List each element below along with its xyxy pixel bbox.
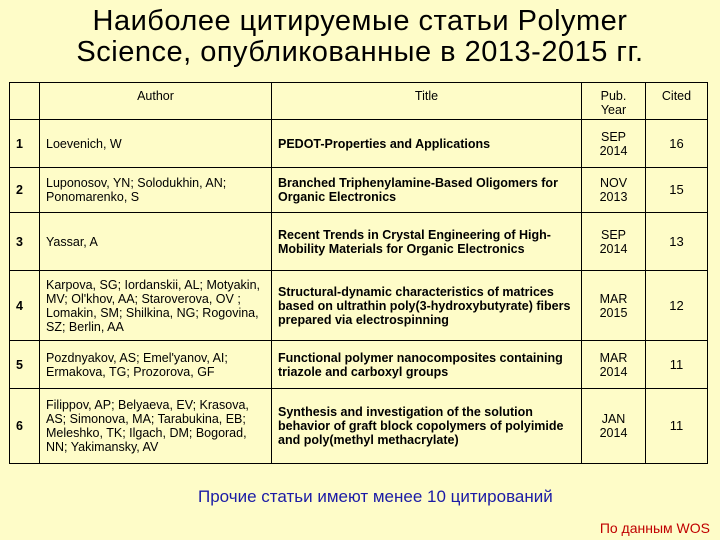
row-number: 2 (10, 168, 40, 213)
row-title: Recent Trends in Crystal Engineering of High-Mobility Materials for Organic Electronics (272, 213, 582, 271)
table-row (10, 120, 708, 168)
row-title: PEDOT-Properties and Applications (272, 120, 582, 168)
row-number: 1 (10, 120, 40, 168)
row-number: 6 (10, 389, 40, 464)
header-num (10, 83, 40, 120)
row-number: 3 (10, 213, 40, 271)
row-year: MAR 2014 (582, 341, 646, 389)
row-year: MAR 2015 (582, 271, 646, 341)
table-row (10, 271, 708, 341)
header-cited: Cited (646, 83, 708, 120)
table-row (10, 168, 708, 213)
row-author: Loevenich, W (40, 120, 272, 168)
row-author: Filippov, AP; Belyaeva, EV; Krasova, AS; Simonova, MA; Tarabukina, EB; Meleshko, TK; Ilgach, DM; Bogorad, NN; Yakimansky, AV (40, 389, 272, 464)
row-title: Structural-dynamic characteristics of matrices based on ultrathin poly(3-hydroxybutyrate) fibers prepared via electrospinning (272, 271, 582, 341)
table-row (10, 341, 708, 389)
row-year: SEP 2014 (582, 213, 646, 271)
row-cited: 12 (646, 271, 708, 341)
source-note: По данным WOS (599, 520, 710, 536)
row-author: Pozdnyakov, AS; Emel'yanov, AI; Ermakova, TG; Prozorova, GF (40, 341, 272, 389)
row-title: Functional polymer nanocomposites containing triazole and carboxyl groups (272, 341, 582, 389)
row-cited: 16 (646, 120, 708, 168)
header-author: Author (40, 83, 272, 120)
row-year: JAN 2014 (582, 389, 646, 464)
row-title: Branched Triphenylamine-Based Oligomers for Organic Electronics (272, 168, 582, 213)
page-title (0, 6, 720, 68)
row-author: Karpova, SG; Iordanskii, AL; Motyakin, MV; Ol'khov, AA; Staroverova, OV ; Lomakin, SM; Shilkina, NG; Rogovina, SZ; Berlin, AA (40, 271, 272, 341)
row-year: NOV 2013 (582, 168, 646, 213)
row-cited: 15 (646, 168, 708, 213)
header-title: Title (272, 83, 582, 120)
footer-note: Прочие статьи имеют менее 10 цитирований (198, 487, 553, 506)
table-row (10, 389, 708, 464)
row-number: 5 (10, 341, 40, 389)
row-title: Synthesis and investigation of the solution behavior of graft block copolymers of polyimide and poly(methyl methacrylate) (272, 389, 582, 464)
row-cited: 11 (646, 341, 708, 389)
table-row (10, 213, 708, 271)
row-year: SEP 2014 (582, 120, 646, 168)
citations-table (9, 82, 708, 464)
row-author: Yassar, A (40, 213, 272, 271)
row-cited: 13 (646, 213, 708, 271)
page-title-line-1: Наиболее цитируемые статьи Polymer (92, 5, 628, 37)
table-header-row (10, 83, 708, 120)
row-author: Luponosov, YN; Solodukhin, AN; Ponomarenko, S (40, 168, 272, 213)
header-year: Pub. Year (582, 83, 646, 120)
page-title-line-2: Science, опубликованные в 2013-2015 гг. (76, 36, 644, 68)
row-cited: 11 (646, 389, 708, 464)
row-number: 4 (10, 271, 40, 341)
